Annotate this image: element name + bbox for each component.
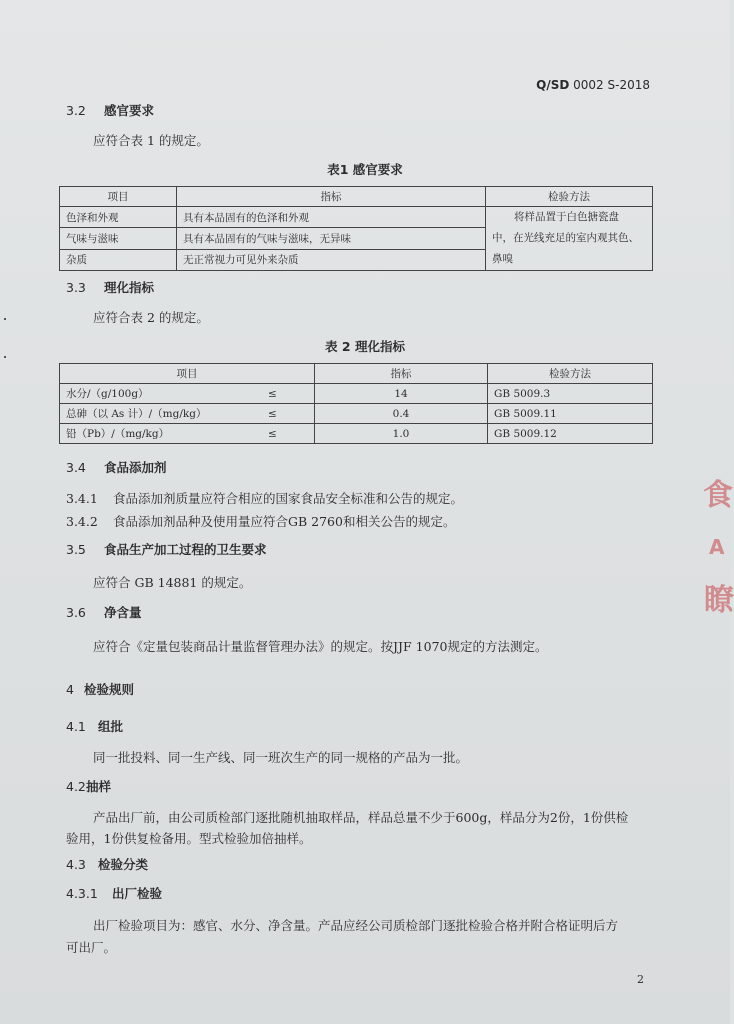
section-4-2-body-line1: 产品出厂前，由公司质检部门逐批随机抽取样品，样品总量不少于600g，样品分为2份，1份供检	[93, 810, 629, 825]
method-line: 中，在光线充足的室内观其色、	[492, 232, 639, 244]
section-3-2-heading: 3.2 感官要求	[66, 103, 155, 118]
section-3-4-heading: 3.4 食品添加剂	[66, 460, 167, 475]
table-cell: 总砷（以 As 计）/（mg/kg）	[60, 404, 263, 424]
table-cell: 具有本品固有的色泽和外观	[177, 207, 486, 228]
table-cell: 14	[315, 384, 488, 404]
table-header-cell: 指标	[315, 364, 488, 384]
table-cell: 具有本品固有的气味与滋味，无异味	[177, 228, 486, 249]
section-4-1-body: 同一批投料、同一生产线、同一班次生产的同一规格的产品为一批。	[93, 750, 469, 765]
section-4-3-1-body-line1: 出厂检验项目为：感官、水分、净含量。产品应经公司质检部门逐批检验合格并附合格证明后方	[93, 918, 619, 933]
table-cell: GB 5009.11	[488, 404, 653, 424]
method-line: 将样品置于白色搪瓷盘	[514, 211, 619, 223]
table-cell: ≤	[262, 404, 315, 424]
section-3-2-body: 应符合表 1 的规定。	[93, 133, 209, 148]
table-header-cell: 检验方法	[486, 187, 653, 207]
table-header-cell: 检验方法	[488, 364, 653, 384]
section-3-5-heading: 3.5 食品生产加工过程的卫生要求	[66, 542, 267, 557]
stamp-fragment: 食	[703, 478, 733, 513]
table2-caption: 表 2 理化指标	[325, 339, 405, 354]
section-3-3-heading: 3.3 理化指标	[66, 280, 155, 295]
standard-code: Q/SD 0002 S-2018	[536, 78, 650, 92]
section-4-3-1-heading: 4.3.1 出厂检验	[66, 886, 163, 901]
stamp-fragment: 瞭	[704, 583, 734, 618]
table-cell: ≤	[262, 424, 315, 444]
table-cell: GB 5009.3	[488, 384, 653, 404]
table1-caption: 表1 感官要求	[327, 162, 403, 177]
table2-physicochemical	[59, 363, 653, 444]
table-header-cell: 指标	[177, 187, 486, 207]
table1-method-cell	[486, 207, 653, 271]
table-cell: ≤	[262, 384, 315, 404]
section-4-3-1-body-line2: 可出厂。	[66, 940, 117, 955]
section-3-6-heading: 3.6 净含量	[66, 605, 142, 620]
section-4-3-heading: 4.3 检验分类	[66, 857, 149, 872]
section-4-2-body-line2: 验用，1份供复检备用。型式检验加倍抽样。	[66, 831, 312, 846]
section-3-4-2: 3.4.2 食品添加剂品种及使用量应符合GB 2760和相关公告的规定。	[66, 514, 456, 529]
table-cell: 水分/（g/100g）	[60, 384, 263, 404]
section-4-heading: 4 检验规则	[66, 682, 135, 697]
section-3-3-body: 应符合表 2 的规定。	[93, 310, 209, 325]
table-row	[60, 404, 653, 424]
scan-mark	[4, 318, 6, 320]
section-3-5-body: 应符合 GB 14881 的规定。	[93, 575, 252, 590]
table1-sensory	[59, 186, 653, 271]
table-cell: 铅（Pb）/（mg/kg）	[60, 424, 263, 444]
method-line: 鼻嗅	[492, 253, 513, 265]
table-row	[60, 384, 653, 404]
table-cell: 色泽和外观	[60, 207, 177, 228]
table-row	[60, 187, 653, 207]
table-cell: 无正常视力可见外来杂质	[177, 249, 486, 270]
table-cell: 0.4	[315, 404, 488, 424]
section-3-6-body: 应符合《定量包装商品计量监督管理办法》的规定。按JJF 1070规定的方法测定。	[93, 639, 548, 654]
scan-mark	[4, 356, 6, 358]
table-cell: GB 5009.12	[488, 424, 653, 444]
table-cell: 气味与滋味	[60, 228, 177, 249]
section-4-1-heading: 4.1 组批	[66, 719, 124, 734]
page-number: 2	[637, 973, 644, 986]
table-header-cell: 项目	[60, 187, 177, 207]
table-cell: 1.0	[315, 424, 488, 444]
section-4-2-heading: 4.2抽样	[66, 779, 112, 794]
table-row	[60, 207, 653, 228]
stamp-fragment: A	[709, 535, 725, 559]
table-row	[60, 424, 653, 444]
section-3-4-1: 3.4.1 食品添加剂质量应符合相应的国家食品安全标准和公告的规定。	[66, 491, 464, 506]
table-row	[60, 364, 653, 384]
table-cell: 杂质	[60, 249, 177, 270]
table-header-cell: 项目	[60, 364, 315, 384]
